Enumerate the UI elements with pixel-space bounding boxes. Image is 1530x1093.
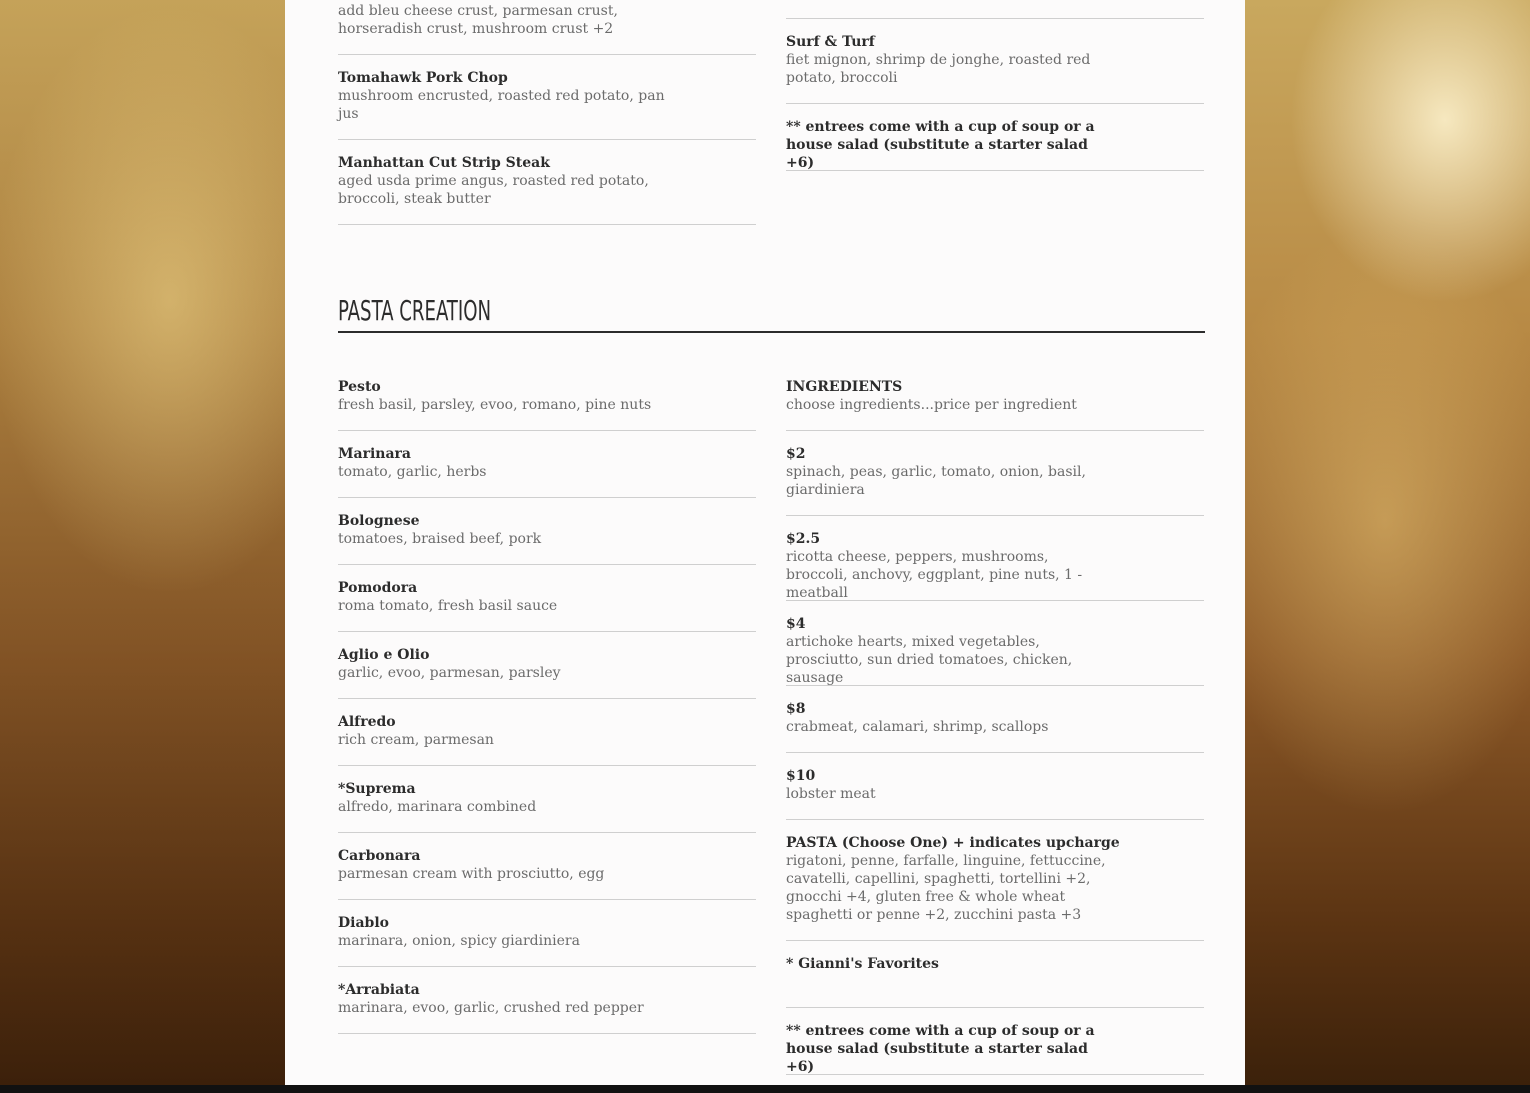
menu-item-suprema: [338, 766, 756, 833]
menu-item-price-4: [786, 601, 1204, 686]
item-desc: add bleu cheese crust, parmesan crust, horseradish crust, mushroom crust +2: [338, 3, 618, 37]
item-name: Diablo: [338, 915, 389, 931]
item-desc: aged usda prime angus, roasted red potato, broccoli, steak butter: [338, 173, 649, 207]
item-name: Tomahawk Pork Chop: [338, 70, 508, 86]
item-name: Pesto: [338, 379, 381, 395]
item-desc: alfredo, marinara combined: [338, 799, 537, 815]
section-divider: [338, 331, 1205, 333]
item-name: INGREDIENTS: [786, 379, 903, 395]
item-name: Bolognese: [338, 513, 420, 529]
item-name: Marinara: [338, 446, 411, 462]
menu-item-pasta-choice: [786, 820, 1204, 941]
menu-item-ingredients: [786, 364, 1204, 431]
menu-item-diablo: [338, 900, 756, 967]
menu-item-aglio-olio: [338, 632, 756, 699]
item-name: $4: [786, 616, 806, 632]
item-name: Manhattan Cut Strip Steak: [338, 155, 550, 171]
menu-item-price-10: [786, 753, 1204, 820]
item-name: Carbonara: [338, 848, 421, 864]
item-desc: marinara, evoo, garlic, crushed red pepper: [338, 1000, 644, 1016]
menu-note-entrees-pasta: [786, 1008, 1204, 1075]
item-desc: parmesan cream with prosciutto, egg: [338, 866, 605, 882]
item-desc: rich cream, parmesan: [338, 732, 494, 748]
menu-note-entrees: [786, 104, 1204, 171]
item-desc: ricotta cheese, peppers, mushrooms, broccoli, anchovy, eggplant, pine nuts, 1 - meatball: [786, 549, 1083, 601]
item-name: * Gianni's Favorites: [786, 956, 939, 972]
item-name: ** entrees come with a cup of soup or a house salad (substitute a starter salad +6): [786, 1023, 1095, 1075]
item-name: Aglio e Olio: [338, 647, 430, 663]
background-right: [1245, 0, 1530, 1093]
menu-item-strip-steak: [338, 140, 756, 225]
item-desc: tomatoes, braised beef, pork: [338, 531, 542, 547]
menu-panel: [285, 0, 1245, 1085]
item-name: ** entrees come with a cup of soup or a house salad (substitute a starter salad +6): [786, 119, 1095, 171]
menu-item-arrabiata: [338, 967, 756, 1034]
menu-item-bolognese: [338, 498, 756, 565]
menu-item-price-2-5: [786, 516, 1204, 601]
item-desc: lobster meat: [786, 786, 876, 802]
item-name: *Suprema: [338, 781, 416, 797]
item-desc: roma tomato, fresh basil sauce: [338, 598, 558, 614]
menu-item-price-2: [786, 431, 1204, 516]
item-desc: fresh basil, parsley, evoo, romano, pine nuts: [338, 397, 652, 413]
item-desc: spinach, peas, garlic, tomato, onion, basil, giardiniera: [786, 464, 1086, 498]
item-name: Alfredo: [338, 714, 396, 730]
item-name: Pomodora: [338, 580, 418, 596]
menu-item-pork-chop: [338, 55, 756, 140]
item-name: *Arrabiata: [338, 982, 420, 998]
item-name: $8: [786, 701, 806, 717]
bottom-bar: [0, 1085, 1530, 1093]
item-name: $2: [786, 446, 806, 462]
menu-item-pesto: [338, 364, 756, 431]
background-left: [0, 0, 285, 1093]
menu-item-surf-turf: [786, 19, 1204, 104]
item-desc: choose ingredients...price per ingredient: [786, 397, 1077, 413]
menu-item-previous: [786, 0, 1204, 19]
item-name: $10: [786, 768, 816, 784]
item-desc: fiet mignon, shrimp de jonghe, roasted red potato, broccoli: [786, 52, 1091, 86]
item-name: Surf & Turf: [786, 34, 875, 50]
menu-note-favorites: [786, 941, 1204, 1008]
item-name: PASTA (Choose One) + indicates upcharge: [786, 835, 1120, 851]
item-desc: marinara, onion, spicy giardiniera: [338, 933, 580, 949]
item-desc: rigatoni, penne, farfalle, linguine, fettuccine, cavatelli, capellini, spaghetti, tortellini +2, gnocchi +4, gluten free & whole wheat spaghetti or penne +2, zucchini pasta +3: [786, 853, 1106, 923]
item-desc: garlic, evoo, parmesan, parsley: [338, 665, 561, 681]
menu-item-alfredo: [338, 699, 756, 766]
item-desc: artichoke hearts, mixed vegetables, prosciutto, sun dried tomatoes, chicken, sausage: [786, 634, 1073, 686]
item-name: $2.5: [786, 531, 821, 547]
menu-item-carbonara: [338, 833, 756, 900]
menu-item-crust-addons: [338, 0, 756, 55]
menu-item-marinara: [338, 431, 756, 498]
menu-item-pomodora: [338, 565, 756, 632]
menu-item-price-8: [786, 686, 1204, 753]
item-desc: mushroom encrusted, roasted red potato, pan jus: [338, 88, 665, 122]
item-desc: tomato, garlic, herbs: [338, 464, 487, 480]
section-title-pasta: PASTA CREATION: [338, 294, 492, 327]
item-desc: crabmeat, calamari, shrimp, scallops: [786, 719, 1049, 735]
